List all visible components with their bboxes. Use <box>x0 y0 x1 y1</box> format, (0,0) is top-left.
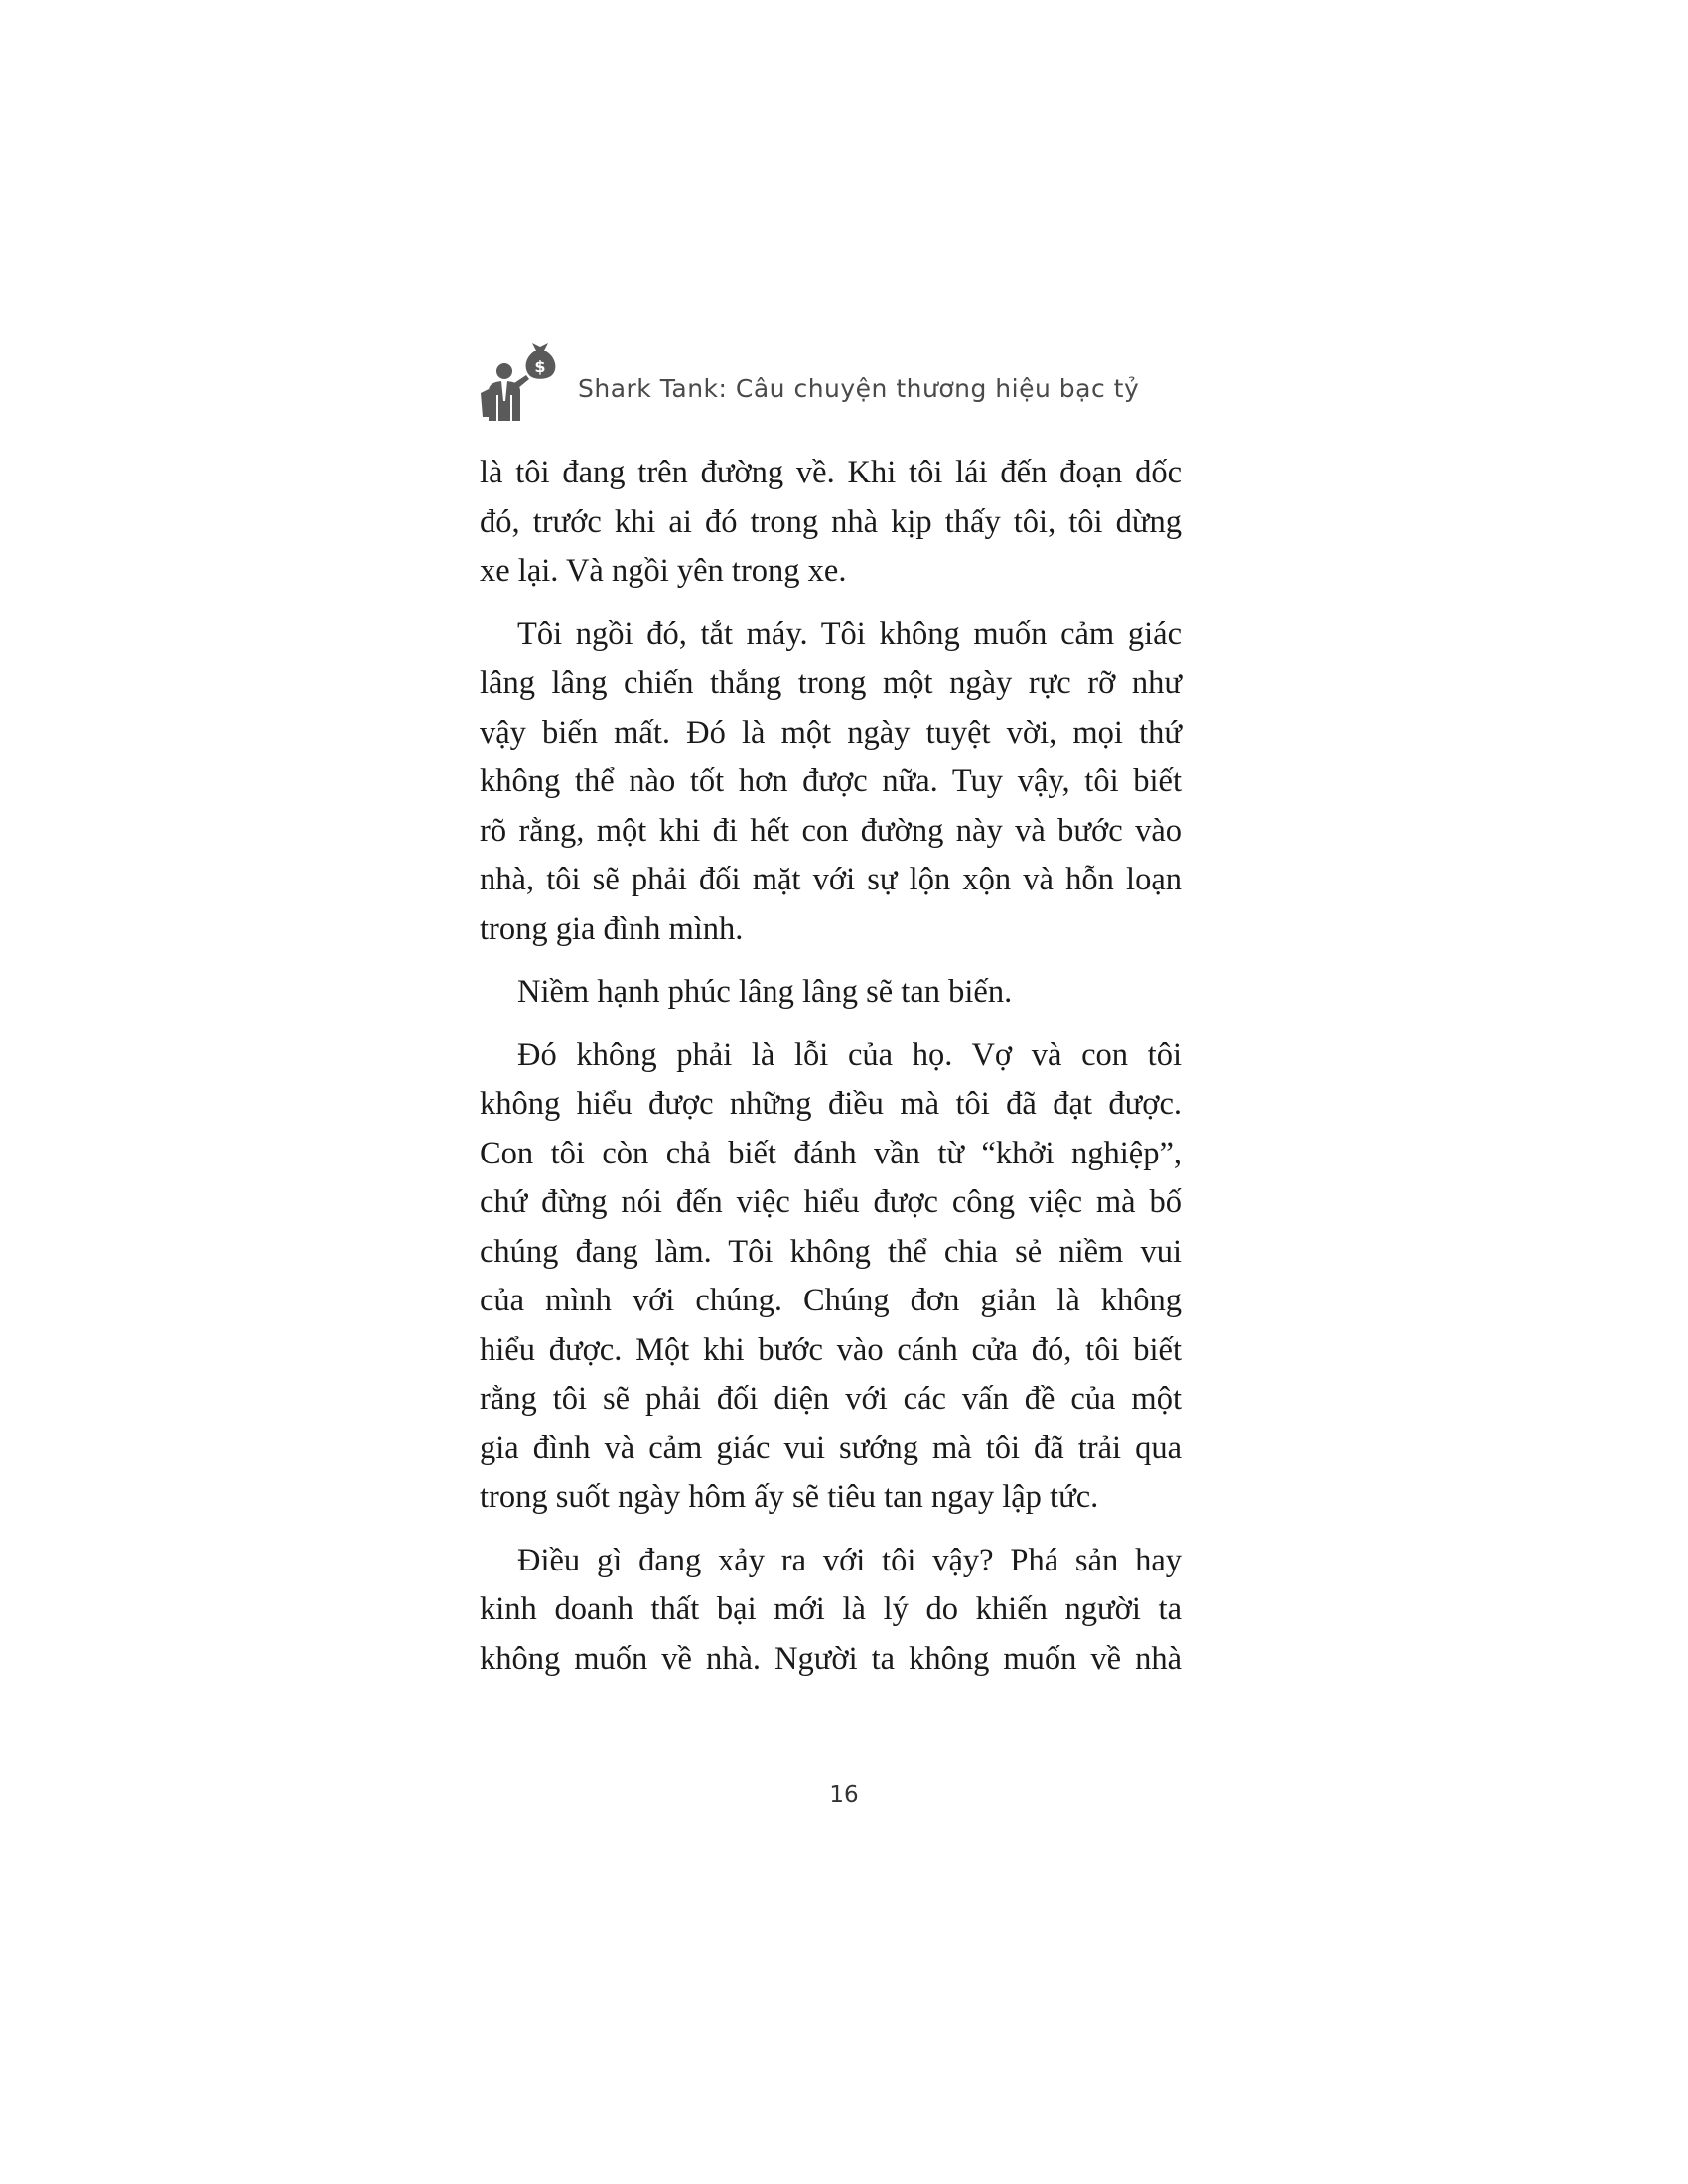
paragraph <box>480 449 1182 597</box>
text-line: rằng tôi sẽ phải đối diện với các vấn đề của một <box>480 1381 1182 1417</box>
text-line: đó, trước khi ai đó trong nhà kịp thấy tôi, tôi dừng <box>480 503 1182 540</box>
text-line: chúng đang làm. Tôi không thể chia sẻ niềm vui <box>480 1233 1182 1270</box>
text-line: lâng lâng chiến thắng trong một ngày rực rỡ như <box>480 665 1182 701</box>
text-line: không thể nào tốt hơn được nữa. Tuy vậy, tôi biết <box>480 763 1182 799</box>
text-line: của mình với chúng. Chúng đơn giản là không <box>480 1283 1182 1318</box>
text-line: xe lại. Và ngồi yên trong xe. <box>480 553 847 589</box>
text-line: trong gia đình mình. <box>480 910 744 947</box>
text-line: Tôi ngồi đó, tắt máy. Tôi không muốn cảm giác <box>517 615 1182 652</box>
text-line: nhà, tôi sẽ phải đối mặt với sự lộn xộn và hỗn loạn <box>480 862 1182 897</box>
text-line: Đó không phải là lỗi của họ. Vợ và con tôi <box>517 1036 1182 1073</box>
book-title: Shark Tank: Câu chuyện thương hiệu bạc tỷ <box>578 374 1140 403</box>
text-line: vậy biến mất. Đó là một ngày tuyệt vời, mọi thứ <box>480 714 1182 751</box>
text-line: Điều gì đang xảy ra với tôi vậy? Phá sản hay <box>517 1542 1182 1578</box>
paragraph <box>480 1537 1182 1685</box>
text-line: Con tôi còn chả biết đánh vần từ “khởi nghiệp”, <box>480 1135 1182 1171</box>
text-line: hiểu được. Một khi bước vào cánh cửa đó, tôi biết <box>480 1331 1182 1368</box>
text-line: không muốn về nhà. Người ta không muốn về nhà <box>480 1640 1182 1677</box>
paragraph <box>480 968 1182 1018</box>
body-text <box>480 449 1182 1698</box>
paragraph <box>480 611 1182 955</box>
text-line: kinh doanh thất bại mới là lý do khiến người ta <box>480 1591 1182 1627</box>
page-number: 16 <box>829 1782 859 1808</box>
businessman-money-bag-icon <box>475 336 564 425</box>
text-line: Niềm hạnh phúc lâng lâng sẽ tan biến. <box>517 974 1013 1010</box>
running-header <box>475 336 1229 425</box>
text-line: gia đình và cảm giác vui sướng mà tôi đã trải qua <box>480 1430 1182 1466</box>
text-line: không hiểu được những điều mà tôi đã đạt được. <box>480 1086 1182 1122</box>
text-line: trong suốt ngày hôm ấy sẽ tiêu tan ngay lập tức. <box>480 1479 1099 1515</box>
text-line: chứ đừng nói đến việc hiểu được công việc mà bố <box>480 1184 1182 1220</box>
svg-text:$: $ <box>534 357 546 376</box>
text-line: là tôi đang trên đường về. Khi tôi lái đến đoạn dốc <box>480 455 1182 490</box>
paragraph <box>480 1031 1182 1523</box>
text-line: rõ rằng, một khi đi hết con đường này và bước vào <box>480 812 1182 849</box>
